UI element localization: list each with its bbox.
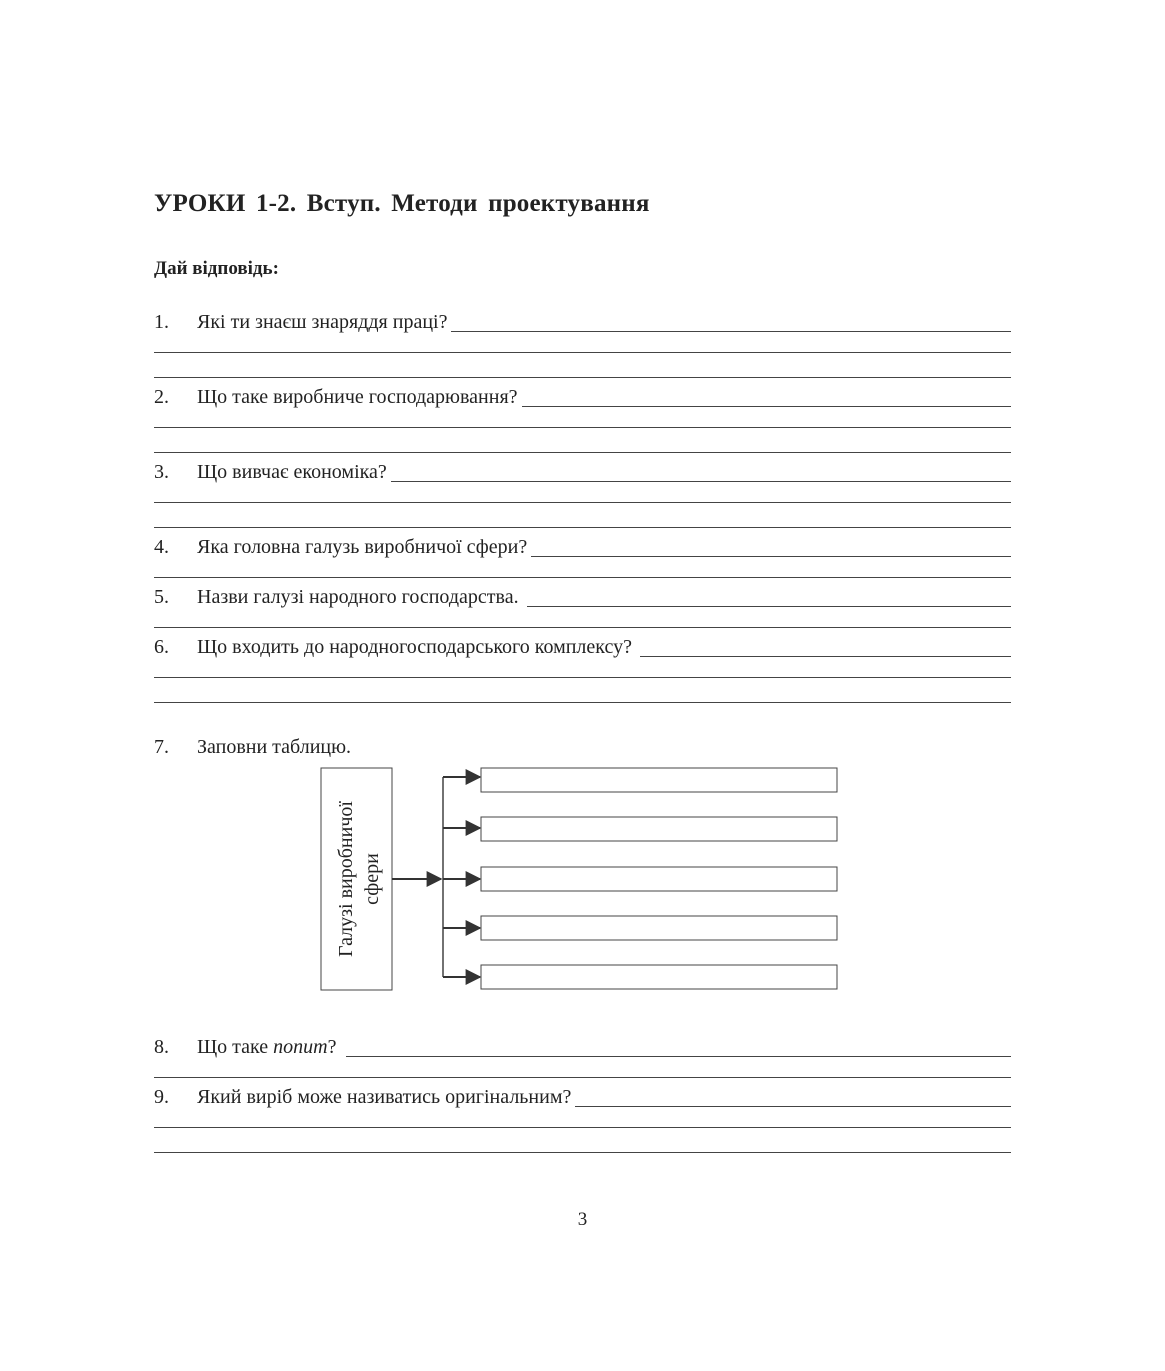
question-text: Що таке виробниче господарювання? [197,386,518,408]
question-number: 5. [154,586,169,608]
instruction: Дай відповідь: [154,258,279,279]
question-text: Який виріб може називатись оригінальним? [197,1086,572,1108]
question-number: 9. [154,1086,169,1108]
answer-line[interactable] [154,1077,1011,1078]
page-number: 3 [577,1209,588,1230]
page-title: УРОКИ 1-2. Вступ. Методи проектування [154,190,650,217]
answer-box-3[interactable] [481,867,837,891]
answer-line[interactable] [154,1152,1011,1153]
answer-box-1[interactable] [481,768,837,792]
question-8 [154,1031,1011,1057]
question-number: 8. [154,1036,169,1058]
question-number: 1. [154,311,169,333]
question-number: 6. [154,636,169,658]
answer-box-5[interactable] [481,965,837,989]
answer-line[interactable] [346,1055,1011,1057]
question-text-part: ? [327,1036,337,1058]
question-number: 7. [154,736,169,758]
answer-line[interactable] [575,1105,1011,1107]
question-text [197,1037,336,1057]
question-number: 3. [154,461,169,483]
question-number: 4. [154,536,169,558]
question-text: Що входить до народногосподарського комплексу? [197,636,632,658]
answer-box-2[interactable] [481,817,837,841]
question-text: Що вивчає економіка? [197,461,387,483]
question-text: Заповни таблицю. [197,736,352,758]
answer-box-4[interactable] [481,916,837,940]
source-label-line1: Галузі виробничої [335,801,357,957]
question-text: Які ти знаєш знаряддя праці? [197,311,448,333]
question-text: Яка головна галузь виробничої сфери? [197,536,528,558]
question-9 [154,1081,1011,1107]
source-label-line2: сфери [361,853,383,905]
question-number: 2. [154,386,169,408]
question-term: попит [273,1036,328,1058]
answer-line[interactable] [154,1127,1011,1128]
question-text: Назви галузі народного господарства. [197,586,519,608]
question-text-part: Що таке [197,1036,274,1058]
